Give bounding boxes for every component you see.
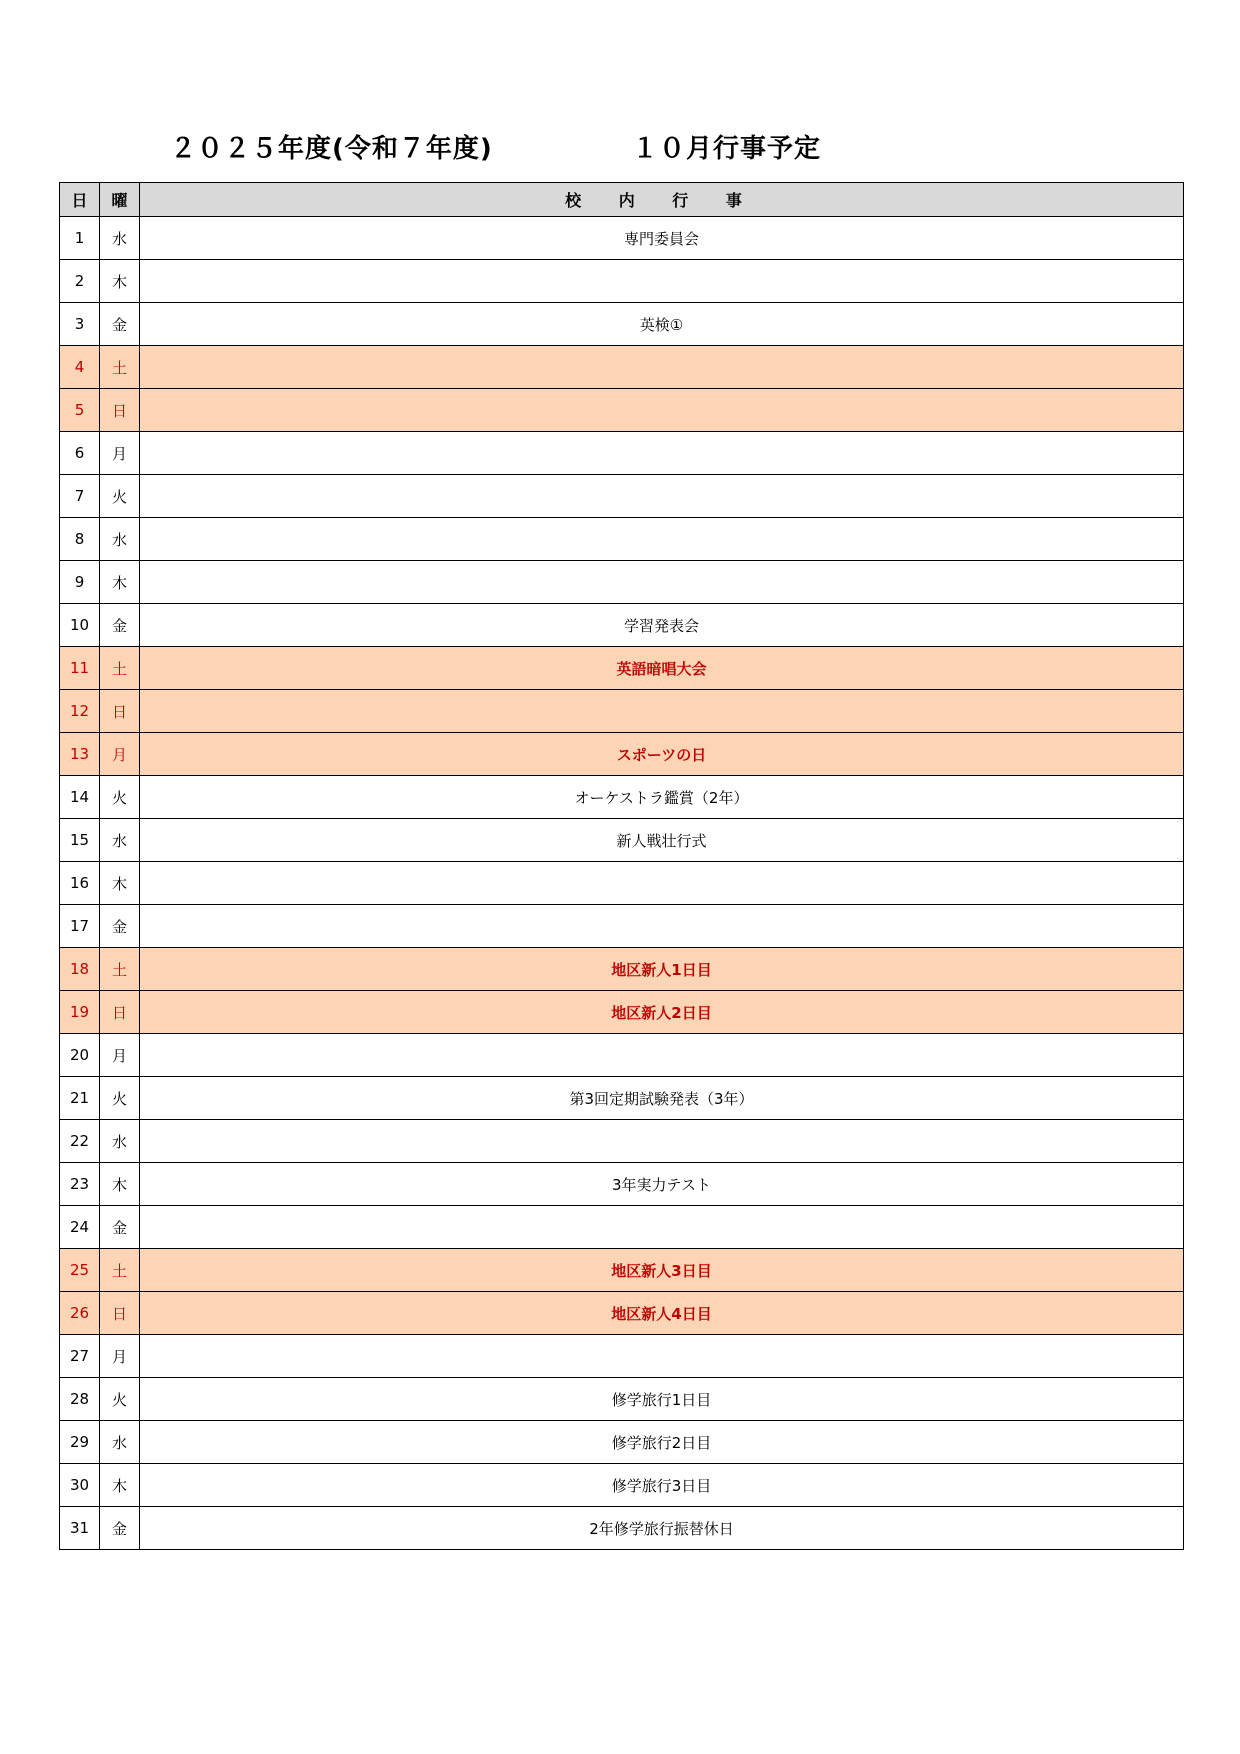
weekday-cell: 金	[100, 1206, 140, 1249]
weekday-cell: 月	[100, 432, 140, 475]
table-row	[60, 1120, 1184, 1163]
event-cell: 第3回定期試験発表（3年）	[140, 1077, 1184, 1120]
weekday-cell: 水	[100, 217, 140, 260]
table-row	[60, 819, 1184, 862]
day-cell: 23	[60, 1163, 100, 1206]
column-header-weekday: 曜	[100, 183, 140, 217]
table-row	[60, 1249, 1184, 1292]
day-cell: 27	[60, 1335, 100, 1378]
table-row	[60, 733, 1184, 776]
table-row	[60, 905, 1184, 948]
weekday-cell: 金	[100, 905, 140, 948]
weekday-cell: 土	[100, 346, 140, 389]
table-row	[60, 217, 1184, 260]
table-row	[60, 1421, 1184, 1464]
weekday-cell: 木	[100, 862, 140, 905]
weekday-cell: 土	[100, 1249, 140, 1292]
table-row	[60, 518, 1184, 561]
day-cell: 8	[60, 518, 100, 561]
event-cell	[140, 1206, 1184, 1249]
day-cell: 26	[60, 1292, 100, 1335]
day-cell: 22	[60, 1120, 100, 1163]
event-cell	[140, 561, 1184, 604]
table-row	[60, 1206, 1184, 1249]
weekday-cell: 火	[100, 776, 140, 819]
table-row	[60, 1034, 1184, 1077]
event-cell	[140, 1120, 1184, 1163]
weekday-cell: 土	[100, 948, 140, 991]
event-cell: 地区新人3日目	[140, 1249, 1184, 1292]
day-cell: 24	[60, 1206, 100, 1249]
event-cell	[140, 260, 1184, 303]
table-row	[60, 776, 1184, 819]
column-header-event: 校 内 行 事	[140, 183, 1184, 217]
day-cell: 31	[60, 1507, 100, 1550]
day-cell: 30	[60, 1464, 100, 1507]
event-cell: 修学旅行1日目	[140, 1378, 1184, 1421]
weekday-cell: 火	[100, 475, 140, 518]
table-row	[60, 1507, 1184, 1550]
weekday-cell: 月	[100, 733, 140, 776]
event-cell	[140, 862, 1184, 905]
event-cell	[140, 346, 1184, 389]
weekday-cell: 火	[100, 1378, 140, 1421]
table-row	[60, 1292, 1184, 1335]
table-row	[60, 1163, 1184, 1206]
event-cell	[140, 475, 1184, 518]
weekday-cell: 水	[100, 1120, 140, 1163]
table-row	[60, 604, 1184, 647]
table-row	[60, 389, 1184, 432]
day-cell: 3	[60, 303, 100, 346]
weekday-cell: 日	[100, 690, 140, 733]
schedule-table	[59, 182, 1184, 1550]
schedule-body	[60, 217, 1184, 1550]
event-cell	[140, 1034, 1184, 1077]
day-cell: 13	[60, 733, 100, 776]
event-cell: 地区新人1日目	[140, 948, 1184, 991]
event-cell: 英検①	[140, 303, 1184, 346]
weekday-cell: 月	[100, 1034, 140, 1077]
table-row	[60, 346, 1184, 389]
weekday-cell: 水	[100, 819, 140, 862]
day-cell: 19	[60, 991, 100, 1034]
weekday-cell: 月	[100, 1335, 140, 1378]
weekday-cell: 日	[100, 991, 140, 1034]
event-cell	[140, 905, 1184, 948]
table-row	[60, 1335, 1184, 1378]
event-cell: スポーツの日	[140, 733, 1184, 776]
event-cell: 専門委員会	[140, 217, 1184, 260]
table-row	[60, 862, 1184, 905]
day-cell: 6	[60, 432, 100, 475]
event-cell	[140, 518, 1184, 561]
table-row	[60, 1464, 1184, 1507]
event-cell	[140, 432, 1184, 475]
table-row	[60, 561, 1184, 604]
event-cell: 2年修学旅行振替休日	[140, 1507, 1184, 1550]
day-cell: 29	[60, 1421, 100, 1464]
day-cell: 21	[60, 1077, 100, 1120]
table-row	[60, 948, 1184, 991]
day-cell: 11	[60, 647, 100, 690]
weekday-cell: 土	[100, 647, 140, 690]
page-title-month: １０月行事予定	[632, 134, 822, 164]
event-cell: オーケストラ鑑賞（2年）	[140, 776, 1184, 819]
event-cell: 3年実力テスト	[140, 1163, 1184, 1206]
day-cell: 7	[60, 475, 100, 518]
weekday-cell: 木	[100, 260, 140, 303]
table-row	[60, 1077, 1184, 1120]
weekday-cell: 日	[100, 1292, 140, 1335]
table-row	[60, 303, 1184, 346]
weekday-cell: 金	[100, 1507, 140, 1550]
table-row	[60, 991, 1184, 1034]
weekday-cell: 金	[100, 303, 140, 346]
column-header-day: 日	[60, 183, 100, 217]
day-cell: 28	[60, 1378, 100, 1421]
event-cell: 英語暗唱大会	[140, 647, 1184, 690]
day-cell: 14	[60, 776, 100, 819]
event-cell	[140, 1335, 1184, 1378]
day-cell: 20	[60, 1034, 100, 1077]
day-cell: 9	[60, 561, 100, 604]
table-header-row	[60, 183, 1184, 217]
page-title-year: ２０２５年度(令和７年度)	[170, 134, 493, 164]
event-cell: 修学旅行2日目	[140, 1421, 1184, 1464]
table-row	[60, 647, 1184, 690]
event-cell: 新人戦壮行式	[140, 819, 1184, 862]
weekday-cell: 水	[100, 1421, 140, 1464]
weekday-cell: 木	[100, 561, 140, 604]
weekday-cell: 木	[100, 1163, 140, 1206]
weekday-cell: 火	[100, 1077, 140, 1120]
day-cell: 10	[60, 604, 100, 647]
table-row	[60, 475, 1184, 518]
event-cell	[140, 389, 1184, 432]
day-cell: 12	[60, 690, 100, 733]
day-cell: 18	[60, 948, 100, 991]
event-cell: 修学旅行3日目	[140, 1464, 1184, 1507]
table-row	[60, 690, 1184, 733]
event-cell	[140, 690, 1184, 733]
table-row	[60, 432, 1184, 475]
day-cell: 25	[60, 1249, 100, 1292]
day-cell: 4	[60, 346, 100, 389]
day-cell: 16	[60, 862, 100, 905]
event-cell: 地区新人2日目	[140, 991, 1184, 1034]
day-cell: 2	[60, 260, 100, 303]
event-cell: 地区新人4日目	[140, 1292, 1184, 1335]
day-cell: 17	[60, 905, 100, 948]
page-header	[0, 118, 1240, 168]
table-row	[60, 1378, 1184, 1421]
weekday-cell: 水	[100, 518, 140, 561]
weekday-cell: 木	[100, 1464, 140, 1507]
weekday-cell: 金	[100, 604, 140, 647]
event-cell: 学習発表会	[140, 604, 1184, 647]
weekday-cell: 日	[100, 389, 140, 432]
day-cell: 15	[60, 819, 100, 862]
table-row	[60, 260, 1184, 303]
day-cell: 5	[60, 389, 100, 432]
day-cell: 1	[60, 217, 100, 260]
